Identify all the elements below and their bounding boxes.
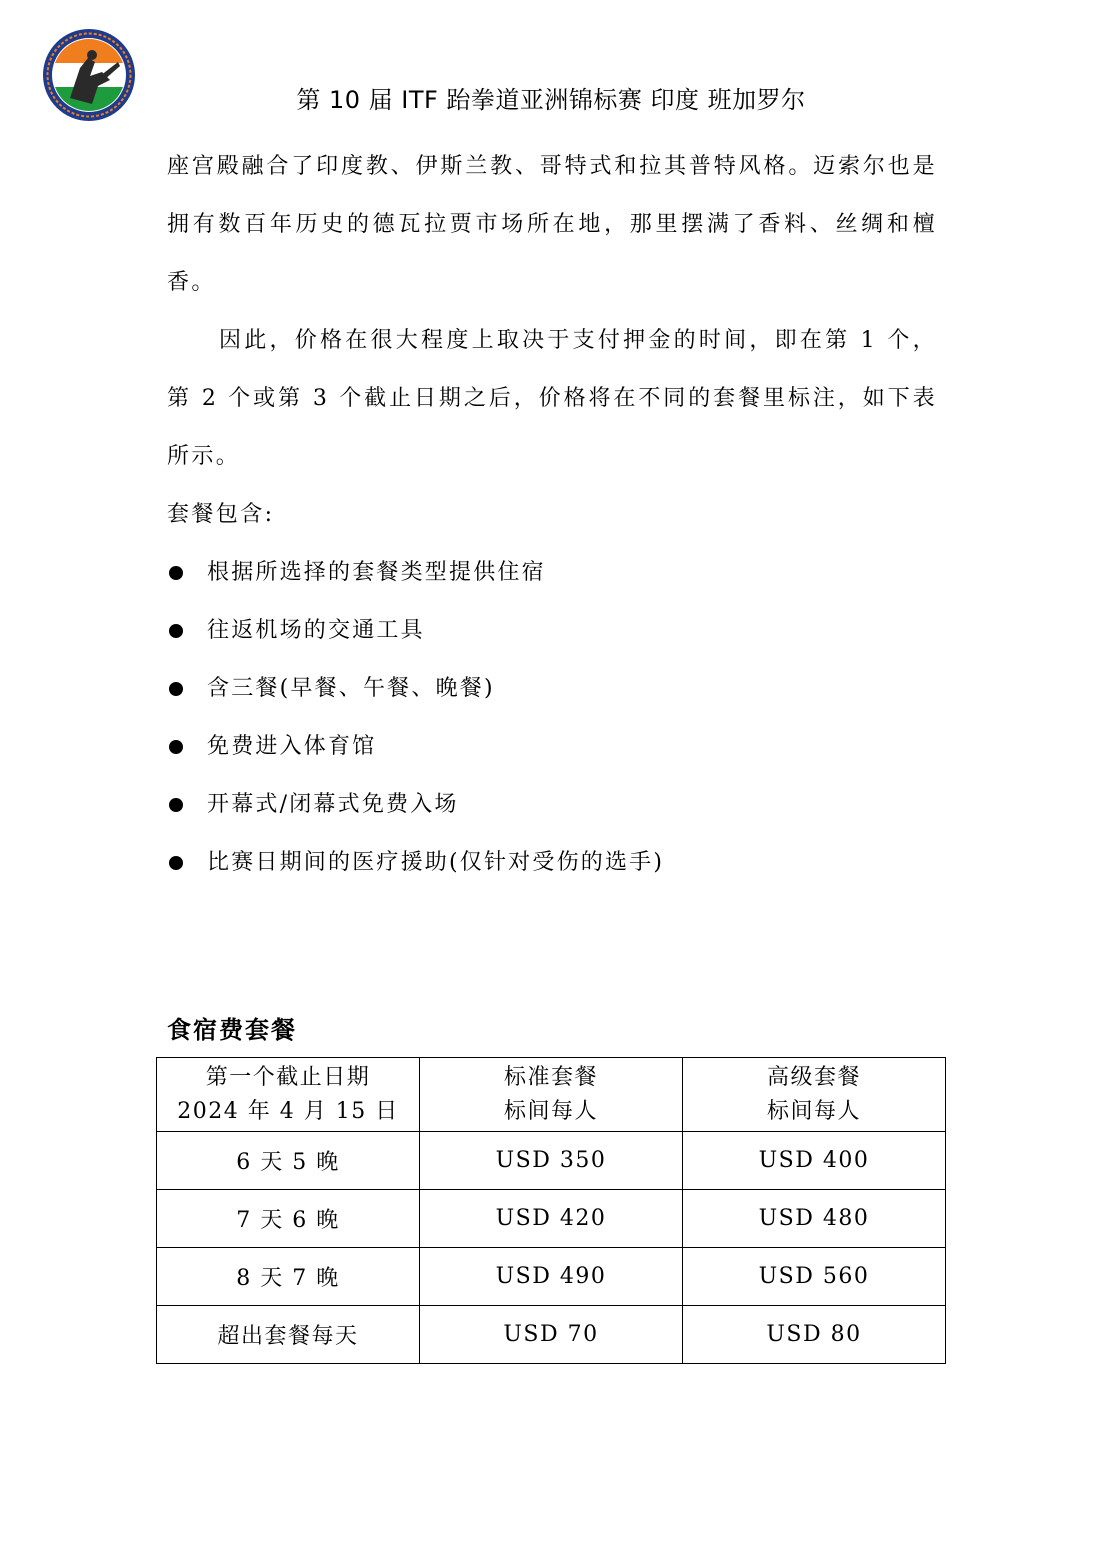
table-cell-standard-price: USD 350 xyxy=(420,1132,683,1190)
table-title: 食宿费套餐 xyxy=(167,1015,297,1044)
table-cell-duration: 超出套餐每天 xyxy=(157,1306,420,1364)
table-cell-premium-price: USD 80 xyxy=(683,1306,946,1364)
list-item: 免费进入体育馆 xyxy=(167,718,937,776)
body-content xyxy=(167,138,937,892)
accommodation-pricing-table xyxy=(156,1057,946,1364)
table-cell-standard-price: USD 490 xyxy=(420,1248,683,1306)
table-cell-premium-price: USD 480 xyxy=(683,1190,946,1248)
bullet-dot-icon xyxy=(169,682,183,696)
table-row xyxy=(157,1306,946,1364)
table-cell-premium-price: USD 400 xyxy=(683,1132,946,1190)
table-cell-duration: 6 天 5 晚 xyxy=(157,1132,420,1190)
paragraph-pricing: 因此，价格在很大程度上取决于支付押金的时间，即在第 1 个，第 2 个或第 3 个截止日期之后，价格将在不同的套餐里标注，如下表所示。 xyxy=(167,328,937,469)
package-includes-label: 套餐包含: xyxy=(167,502,275,527)
header-cell-premium: 高级套餐 标间每人 xyxy=(683,1058,946,1132)
bullet-dot-icon xyxy=(169,740,183,754)
list-item: 往返机场的交通工具 xyxy=(167,602,937,660)
bullet-dot-icon xyxy=(169,566,183,580)
header-cell-deadline: 第一个截止日期 2024 年 4 月 15 日 xyxy=(157,1058,420,1132)
list-item: 根据所选择的套餐类型提供住宿 xyxy=(167,544,937,602)
list-item: 比赛日期间的医疗援助(仅针对受伤的选手) xyxy=(167,834,937,892)
table-row xyxy=(157,1190,946,1248)
table-cell-standard-price: USD 70 xyxy=(420,1306,683,1364)
paragraph-mysore: 座宫殿融合了印度教、伊斯兰教、哥特式和拉其普特风格。迈索尔也是拥有数百年历史的德瓦拉贾市场所在地，那里摆满了香料、丝绸和檀香。 xyxy=(167,154,937,295)
bullet-dot-icon xyxy=(169,624,183,638)
header-cell-standard: 标准套餐 标间每人 xyxy=(420,1058,683,1132)
table-row xyxy=(157,1132,946,1190)
package-includes-list xyxy=(167,544,937,892)
bullet-dot-icon xyxy=(169,798,183,812)
table-cell-duration: 8 天 7 晚 xyxy=(157,1248,420,1306)
table-row xyxy=(157,1248,946,1306)
table-cell-duration: 7 天 6 晚 xyxy=(157,1190,420,1248)
list-item: 含三餐(早餐、午餐、晚餐) xyxy=(167,660,937,718)
table-cell-standard-price: USD 420 xyxy=(420,1190,683,1248)
list-item: 开幕式/闭幕式免费入场 xyxy=(167,776,937,834)
bullet-dot-icon xyxy=(169,856,183,870)
page-header-title: 第 10 届 ITF 跆拳道亚洲锦标赛 印度 班加罗尔 xyxy=(296,86,806,114)
table-cell-premium-price: USD 560 xyxy=(683,1248,946,1306)
table-header-row xyxy=(157,1058,946,1132)
